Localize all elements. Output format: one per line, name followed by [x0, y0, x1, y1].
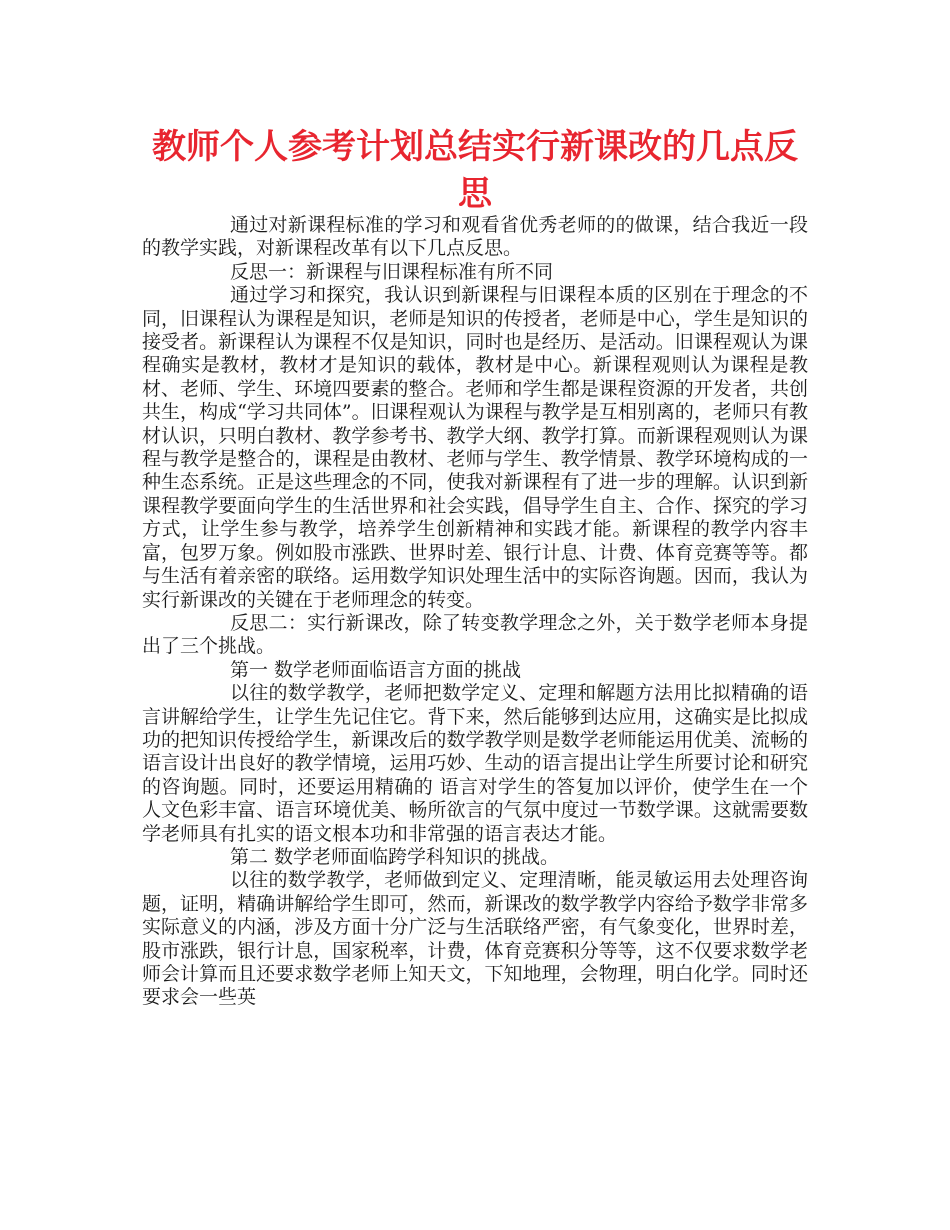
document-body — [142, 214, 808, 1010]
intro-paragraph: 通过对新课程标准的学习和观看省优秀老师的的做课，结合我近一段的教学实践，对新课程改革有以下几点反思。 — [142, 214, 808, 260]
challenge-two-paragraph: 以往的数学教学，老师做到定义、定理清晰，能灵敏运用去处理咨询题，证明，精确讲解给学生即可，然而，新课改的数学教学内容给予数学非常多实际意义的内涵，涉及方面十分广泛与生活联络严密，有气象变化，世界时差，股市涨跌，银行计息，国家税率，计费，体育竞赛积分等等，这不仅要求数学老师会计算而且还要求数学老师上知天文，下知地理，会物理，明白化学。同时还要求会一些英 — [142, 869, 808, 1009]
challenge-one-paragraph: 以往的数学教学，老师把数学定义、定理和解题方法用比拟精确的语言讲解给学生，让学生先记住它。背下来，然后能够到达应用，这确实是比拟成功的把知识传授给学生，新课改后的数学教学则是数学老师能运用优美、流畅的语言设计出良好的教学情境，运用巧妙、生动的语言提出让学生所要讨论和研究的咨询题。同时，还要运用精确的 语言对学生的答复加以评价，使学生在一个人文色彩丰富、语言环境优美、畅所欲言的气氛中度过一节数学课。这就需要数学老师具有扎实的语文根本功和非常强的语言表达才能。 — [142, 682, 808, 845]
reflection-two-heading: 反思二：实行新课改，除了转变教学理念之外，关于数学老师本身提出了三个挑战。 — [142, 611, 808, 658]
reflection-one-heading: 反思一：新课程与旧课程标准有所不同 — [230, 260, 554, 283]
challenge-one-heading: 第一 数学老师面临语言方面的挑战 — [230, 658, 522, 681]
reflection-one-paragraph: 通过学习和探究，我认识到新课程与旧课程本质的区别在于理念的不同，旧课程认为课程是知识，老师是知识的传授者，老师是中心，学生是知识的接受者。新课程认为课程不仅是知识，同时也是经历、是活动。旧课程观认为课程确实是教材，教材才是知识的载体，教材是中心。新课程观则认为课程是教材、老师、学生、环境四要素的整合。老师和学生都是课程资源的开发者，共创共生，构成“学习共同体”。旧课程观认为课程与教学是互相别离的，老师只有教材认识，只明白教材、教学参考书、教学大纲、教学打算。而新课程观则认为课程与教学是整合的，课程是由教材、老师与学生、教学情景、教学环境构成的一种生态系统。正是这些理念的不同，使我对新课程有了进一步的理解。认识到新课程教学要面向学生的生活世界和社会实践，倡导学生自主、合作、探究的学习方式，让学生参与教学，培养学生创新精神和实践才能。新课程的教学内容丰富，包罗万象。例如股市涨跌、世界时差、银行计息、计费、体育竞赛等等。都与生活有着亲密的联络。运用数学知识处理生活中的实际咨询题。因而，我认为实行新课改的关键在于老师理念的转变。 — [142, 284, 808, 611]
document-title: 教师个人参考计划总结实行新课改的几点反思 — [152, 127, 798, 214]
challenge-two-heading: 第二 数学老师面临跨学科知识的挑战。 — [230, 845, 560, 868]
